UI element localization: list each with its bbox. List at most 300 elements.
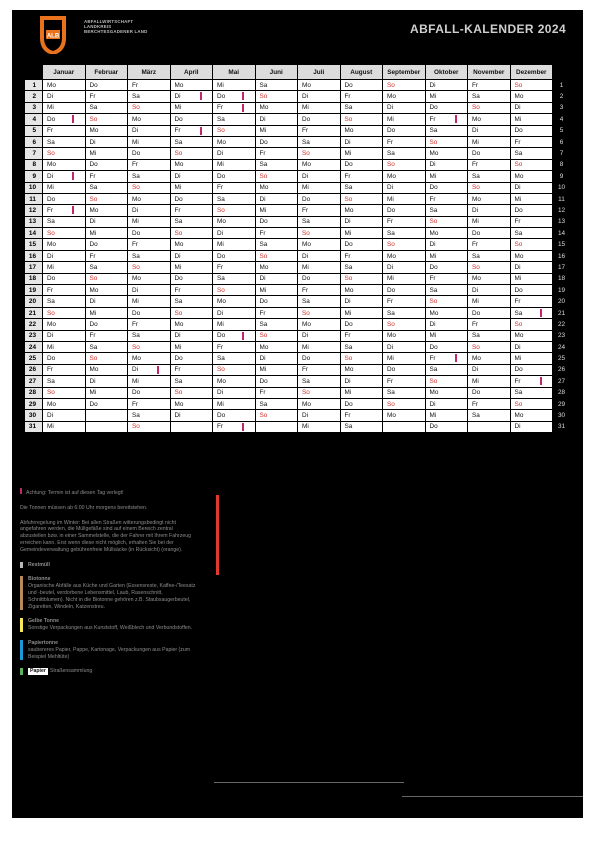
weekday-label: Di bbox=[344, 218, 351, 226]
calendar-day-cell bbox=[383, 353, 426, 364]
calendar-day-cell bbox=[425, 307, 468, 318]
weekday-label: Fr bbox=[174, 206, 181, 214]
calendar-day-cell bbox=[298, 159, 341, 170]
day-number: 8 bbox=[553, 159, 571, 170]
restmuell-swatch bbox=[20, 562, 23, 569]
calendar-day-cell bbox=[425, 216, 468, 227]
weekday-label: Mo bbox=[344, 127, 354, 135]
calendar-day-cell bbox=[510, 102, 553, 113]
weekday-label: Mi bbox=[302, 343, 309, 351]
calendar-day-cell bbox=[340, 341, 383, 352]
calendar-day-cell bbox=[468, 102, 511, 113]
weekday-label: So bbox=[174, 150, 183, 158]
calendar-day-cell bbox=[425, 376, 468, 387]
calendar-row bbox=[25, 341, 571, 352]
weekday-label: So bbox=[132, 263, 140, 271]
calendar-day-cell bbox=[128, 330, 171, 341]
calendar-day-cell bbox=[85, 193, 128, 204]
calendar-day-cell bbox=[170, 398, 213, 409]
weekday-label: Sa bbox=[302, 218, 310, 226]
calendar-day-cell bbox=[383, 125, 426, 136]
weekday-label: Di bbox=[132, 127, 139, 135]
calendar-day-cell bbox=[255, 91, 298, 102]
weekday-label: Mo bbox=[47, 400, 56, 408]
weekday-label: Do bbox=[89, 81, 98, 89]
weekday-label: Di bbox=[47, 332, 54, 340]
calendar-day-cell bbox=[255, 296, 298, 307]
weekday-label: So bbox=[47, 309, 55, 317]
calendar-day-cell bbox=[298, 80, 341, 91]
calendar-day-cell bbox=[170, 353, 213, 364]
calendar-day-cell bbox=[340, 250, 383, 261]
weekday-label: Fr bbox=[217, 104, 224, 112]
weekday-label: Sa bbox=[514, 150, 523, 158]
day-number: 2 bbox=[25, 91, 43, 102]
weekday-label: So bbox=[132, 184, 140, 192]
weekday-label: Mi bbox=[387, 355, 394, 363]
day-number: 30 bbox=[25, 410, 43, 421]
logo-text: ALB bbox=[46, 33, 60, 40]
calendar-day-cell bbox=[255, 125, 298, 136]
weekday-label: Fr bbox=[302, 127, 309, 135]
weekday-label: So bbox=[472, 263, 480, 271]
weekday-label: Mo bbox=[344, 366, 354, 374]
calendar-day-cell bbox=[43, 182, 86, 193]
calendar-day-cell bbox=[43, 364, 86, 375]
calendar-day-cell bbox=[383, 319, 426, 330]
calendar-day-cell bbox=[85, 341, 128, 352]
weekday-label: Sa bbox=[132, 93, 140, 101]
calendar-day-cell bbox=[255, 80, 298, 91]
weekday-label: So bbox=[47, 389, 55, 397]
calendar-day-cell bbox=[383, 262, 426, 273]
calendar-day-cell bbox=[128, 159, 171, 170]
calendar-day-cell bbox=[128, 376, 171, 387]
weekday-label: So bbox=[514, 161, 523, 169]
calendar-day-cell bbox=[340, 330, 383, 341]
gelbe-tonne-title: Gelbe Tonne bbox=[28, 618, 60, 625]
calendar-day-cell bbox=[468, 159, 511, 170]
weekday-label: Sa bbox=[387, 150, 395, 158]
weekday-label: So bbox=[174, 309, 183, 317]
weekday-label: Mi bbox=[174, 184, 182, 192]
weekday-label: Fr bbox=[387, 138, 394, 146]
weekday-label: So bbox=[387, 161, 395, 169]
day-number: 15 bbox=[553, 239, 571, 250]
weekday-label: Di bbox=[174, 412, 181, 420]
calendar-day-cell bbox=[468, 330, 511, 341]
calendar-day-cell bbox=[128, 387, 171, 398]
weekday-label: Fr bbox=[47, 206, 54, 214]
calendar-row bbox=[25, 136, 571, 147]
calendar-day-cell bbox=[298, 205, 341, 216]
weekday-label: Do bbox=[217, 412, 226, 420]
weekday-label: Mo bbox=[429, 150, 439, 158]
weekday-label: Do bbox=[472, 309, 481, 317]
calendar-day-cell bbox=[383, 80, 426, 91]
calendar-day-cell bbox=[170, 159, 213, 170]
weekday-label: Mi bbox=[344, 150, 352, 158]
weekday-label: Do bbox=[514, 127, 523, 135]
calendar-day-cell bbox=[128, 182, 171, 193]
weekday-label: So bbox=[387, 81, 395, 89]
calendar-day-cell bbox=[85, 285, 128, 296]
calendar-day-cell bbox=[213, 114, 256, 125]
calendar-day-cell bbox=[298, 136, 341, 147]
weekday-label: Mi bbox=[472, 377, 479, 385]
weekday-label: Mi bbox=[429, 93, 437, 101]
weekday-label: Di bbox=[174, 93, 181, 101]
calendar-day-cell bbox=[383, 114, 426, 125]
weekday-label: Sa bbox=[514, 229, 523, 237]
weekday-label: Di bbox=[132, 286, 139, 294]
calendar-day-cell bbox=[468, 125, 511, 136]
weekday-label: Fr bbox=[429, 115, 436, 123]
calendar-day-cell bbox=[340, 159, 383, 170]
calendar-day-cell bbox=[425, 330, 468, 341]
calendar-day-cell bbox=[340, 182, 383, 193]
calendar-day-cell bbox=[43, 296, 86, 307]
calendar-day-cell bbox=[170, 273, 213, 284]
calendar-day-cell bbox=[510, 285, 553, 296]
day-number: 14 bbox=[553, 228, 571, 239]
weekday-label: Di bbox=[47, 252, 54, 260]
weekday-label: Sa bbox=[89, 184, 98, 192]
weekday-label: Sa bbox=[472, 93, 480, 101]
calendar-day-cell bbox=[85, 205, 128, 216]
calendar-day-cell bbox=[468, 364, 511, 375]
calendar-day-cell bbox=[340, 148, 383, 159]
calendar-day-cell bbox=[43, 262, 86, 273]
weekday-label: Mi bbox=[217, 81, 224, 89]
calendar-day-cell bbox=[213, 159, 256, 170]
weekday-label: Di bbox=[302, 332, 309, 340]
calendar-row bbox=[25, 216, 571, 227]
weekday-label: Mo bbox=[344, 286, 354, 294]
alb-logo-icon bbox=[40, 16, 66, 54]
calendar-day-cell bbox=[298, 421, 341, 432]
weekday-label: Fr bbox=[472, 241, 479, 249]
calendar-day-cell bbox=[425, 159, 468, 170]
calendar-day-cell bbox=[128, 421, 171, 432]
calendar-day-cell bbox=[43, 376, 86, 387]
date-changed-marker-icon bbox=[540, 309, 542, 317]
calendar-day-cell bbox=[170, 102, 213, 113]
weekday-label: Sa bbox=[132, 412, 140, 420]
papiertonne-title: Papiertonne bbox=[28, 639, 58, 646]
calendar-row bbox=[25, 239, 571, 250]
weekday-label: Mo bbox=[344, 206, 354, 214]
weekday-label: Fr bbox=[344, 172, 351, 180]
day-number: 19 bbox=[25, 285, 43, 296]
calendar-day-cell bbox=[383, 216, 426, 227]
weekday-label: Di bbox=[174, 332, 181, 340]
calendar-day-cell bbox=[255, 114, 298, 125]
weekday-label: Di bbox=[514, 423, 521, 431]
calendar-row bbox=[25, 182, 571, 193]
calendar-day-cell bbox=[298, 319, 341, 330]
weekday-label: Fr bbox=[344, 252, 351, 260]
calendar-day-cell bbox=[255, 228, 298, 239]
weekday-label: Do bbox=[89, 320, 98, 328]
weekday-label: So bbox=[429, 377, 438, 385]
calendar-day-cell bbox=[425, 91, 468, 102]
calendar-day-cell bbox=[510, 250, 553, 261]
weekday-label: Sa bbox=[47, 218, 55, 226]
calendar-day-cell bbox=[170, 91, 213, 102]
calendar-day-cell bbox=[510, 193, 553, 204]
header-corner bbox=[553, 65, 571, 80]
date-changed-marker-icon bbox=[455, 354, 457, 362]
calendar-day-cell bbox=[340, 80, 383, 91]
calendar-day-cell bbox=[128, 410, 171, 421]
day-number: 8 bbox=[25, 159, 43, 170]
weekday-label: Sa bbox=[429, 286, 438, 294]
weekday-label: Fr bbox=[89, 172, 96, 180]
weekday-label: Sa bbox=[514, 309, 523, 317]
weekday-label: Mi bbox=[132, 218, 139, 226]
calendar-day-cell bbox=[425, 341, 468, 352]
weekday-label: Fr bbox=[47, 127, 54, 135]
weekday-label: Di bbox=[472, 127, 479, 135]
date-changed-marker-icon bbox=[200, 127, 202, 135]
day-number: 31 bbox=[25, 421, 43, 432]
calendar-row bbox=[25, 285, 571, 296]
weekday-label: Mi bbox=[174, 104, 182, 112]
weekday-label: Do bbox=[302, 195, 311, 203]
calendar-day-cell bbox=[383, 91, 426, 102]
restmuell-title: Restmüll bbox=[28, 561, 50, 568]
calendar-day-cell bbox=[128, 102, 171, 113]
weekday-label: Fr bbox=[174, 127, 181, 135]
weekday-label: Mo bbox=[132, 195, 141, 203]
strassensammlung-text: Straßensammlung bbox=[49, 668, 93, 675]
weekday-label: Do bbox=[472, 150, 481, 158]
weekday-label: Fr bbox=[472, 320, 479, 328]
legend-marker-note bbox=[20, 488, 200, 497]
calendar-day-cell bbox=[170, 193, 213, 204]
weekday-label: Di bbox=[429, 320, 436, 328]
calendar-day-cell bbox=[340, 91, 383, 102]
calendar-row bbox=[25, 159, 571, 170]
weekday-label: Di bbox=[344, 298, 351, 306]
weekday-label: So bbox=[429, 218, 438, 226]
calendar-day-cell bbox=[510, 136, 553, 147]
calendar-day-cell bbox=[340, 228, 383, 239]
day-number: 13 bbox=[553, 216, 571, 227]
day-number: 30 bbox=[553, 410, 571, 421]
calendar-day-cell bbox=[298, 239, 341, 250]
calendar-row bbox=[25, 102, 571, 113]
calendar-day-cell bbox=[383, 296, 426, 307]
biotonne-text: Organische Abfälle aus Küche und Garten (Essensreste, Kaffee-/Teesatz und -beutel, verdorbene Lebensmittel, Laub, Rasenschnitt, Schnittblumen). Nicht in die Biotonne gehören z.B. Staubsaugerbeutel, Zigaretten, Windeln, Katzenstreu. bbox=[28, 583, 196, 610]
weekday-label: Sa bbox=[429, 127, 438, 135]
calendar-day-cell bbox=[510, 182, 553, 193]
calendar-day-cell bbox=[255, 398, 298, 409]
weekday-label: Do bbox=[387, 206, 396, 214]
gelbe-tonne-swatch bbox=[20, 618, 23, 632]
calendar-row bbox=[25, 228, 571, 239]
calendar-day-cell bbox=[43, 216, 86, 227]
calendar-day-cell bbox=[213, 182, 256, 193]
weekday-label: Sa bbox=[174, 138, 183, 146]
weekday-label: Mo bbox=[132, 355, 141, 363]
weekday-label: Sa bbox=[132, 172, 140, 180]
calendar-day-cell bbox=[510, 364, 553, 375]
weekday-label: Sa bbox=[302, 377, 310, 385]
weekday-label: Mi bbox=[387, 195, 394, 203]
weekday-label: Sa bbox=[217, 115, 225, 123]
calendar-day-cell bbox=[128, 148, 171, 159]
legend bbox=[20, 488, 200, 683]
biotonne-swatch bbox=[20, 576, 23, 610]
calendar-day-cell bbox=[85, 159, 128, 170]
weekday-label: Di bbox=[259, 275, 266, 283]
weekday-label: Di bbox=[302, 252, 309, 260]
weekday-label: Do bbox=[47, 195, 56, 203]
calendar-day-cell bbox=[213, 364, 256, 375]
weekday-label: Sa bbox=[259, 400, 268, 408]
calendar-day-cell bbox=[128, 364, 171, 375]
calendar-day-cell bbox=[43, 228, 86, 239]
papier-chip: Papier bbox=[30, 668, 46, 675]
calendar-row bbox=[25, 421, 571, 432]
weekday-label: Sa bbox=[344, 343, 353, 351]
calendar-day-cell bbox=[170, 136, 213, 147]
weekday-label: So bbox=[344, 275, 353, 283]
calendar-day-cell bbox=[213, 353, 256, 364]
calendar-row bbox=[25, 398, 571, 409]
calendar-day-cell bbox=[298, 330, 341, 341]
weekday-label: Mo bbox=[47, 241, 56, 249]
calendar-day-cell bbox=[298, 273, 341, 284]
weekday-label: Sa bbox=[259, 320, 268, 328]
weekday-label: Do bbox=[514, 206, 523, 214]
weekday-label: Sa bbox=[472, 252, 480, 260]
calendar-day-cell bbox=[425, 193, 468, 204]
calendar-day-cell bbox=[128, 285, 171, 296]
day-number: 22 bbox=[25, 319, 43, 330]
calendar-day-cell bbox=[383, 410, 426, 421]
calendar-day-cell bbox=[298, 250, 341, 261]
calendar-day-cell bbox=[425, 205, 468, 216]
weekday-label: Do bbox=[429, 104, 438, 112]
weekday-label: Mi bbox=[302, 184, 309, 192]
weekday-label: Do bbox=[217, 332, 226, 340]
calendar-day-cell bbox=[85, 410, 128, 421]
calendar-day-cell bbox=[468, 91, 511, 102]
calendar-day-cell bbox=[383, 273, 426, 284]
calendar-day-cell bbox=[170, 171, 213, 182]
weekday-label: Mo bbox=[387, 93, 396, 101]
calendar-day-cell bbox=[510, 273, 553, 284]
weekday-label: Sa bbox=[47, 377, 55, 385]
weekday-label: Mi bbox=[217, 320, 224, 328]
calendar-day-cell bbox=[298, 398, 341, 409]
calendar-day-cell bbox=[340, 102, 383, 113]
weekday-label: Di bbox=[89, 138, 96, 146]
calendar-day-cell bbox=[510, 353, 553, 364]
weekday-label: Mo bbox=[387, 412, 396, 420]
calendar-day-cell bbox=[255, 250, 298, 261]
weekday-label: Do bbox=[259, 218, 268, 226]
calendar-day-cell bbox=[468, 171, 511, 182]
weekday-label: Di bbox=[217, 229, 224, 237]
calendar-day-cell bbox=[468, 262, 511, 273]
weekday-label: Mo bbox=[259, 104, 269, 112]
weekday-label: Fr bbox=[47, 366, 54, 374]
calendar-day-cell bbox=[170, 421, 213, 432]
weekday-label: Sa bbox=[217, 275, 225, 283]
calendar-day-cell bbox=[510, 205, 553, 216]
calendar-row bbox=[25, 319, 571, 330]
day-number: 26 bbox=[25, 364, 43, 375]
weekday-label: So bbox=[217, 286, 225, 294]
calendar-day-cell bbox=[255, 376, 298, 387]
calendar-day-cell bbox=[43, 307, 86, 318]
biotonne-title: Biotonne bbox=[28, 576, 51, 583]
calendar-day-cell bbox=[255, 421, 298, 432]
calendar-day-cell bbox=[170, 319, 213, 330]
calendar-day-cell bbox=[170, 285, 213, 296]
day-number: 29 bbox=[25, 398, 43, 409]
day-number: 11 bbox=[25, 193, 43, 204]
calendar-day-cell bbox=[383, 307, 426, 318]
day-number: 7 bbox=[25, 148, 43, 159]
weekday-label: Fr bbox=[217, 423, 224, 431]
day-number: 23 bbox=[553, 330, 571, 341]
calendar-day-cell bbox=[128, 341, 171, 352]
calendar-day-cell bbox=[340, 364, 383, 375]
weekday-label: Mo bbox=[217, 218, 226, 226]
weekday-label: Di bbox=[472, 286, 479, 294]
day-number: 9 bbox=[553, 171, 571, 182]
calendar-day-cell bbox=[510, 114, 553, 125]
calendar-day-cell bbox=[340, 216, 383, 227]
calendar-day-cell bbox=[213, 330, 256, 341]
calendar-day-cell bbox=[510, 216, 553, 227]
weekday-label: Fr bbox=[89, 332, 96, 340]
calendar-day-cell bbox=[298, 262, 341, 273]
calendar-day-cell bbox=[468, 387, 511, 398]
calendar-day-cell bbox=[468, 193, 511, 204]
calendar-day-cell bbox=[128, 136, 171, 147]
weekday-label: Di bbox=[344, 377, 351, 385]
weekday-label: Di bbox=[89, 377, 96, 385]
weekday-label: Mo bbox=[429, 309, 439, 317]
calendar-day-cell bbox=[298, 114, 341, 125]
calendar-day-cell bbox=[468, 421, 511, 432]
weekday-label: Mo bbox=[259, 343, 269, 351]
weekday-label: Fr bbox=[132, 241, 139, 249]
weekday-label: Di bbox=[302, 412, 309, 420]
weekday-label: Mo bbox=[514, 93, 524, 101]
weekday-label: Di bbox=[514, 104, 521, 112]
weekday-label: Fr bbox=[429, 275, 436, 283]
weekday-label: So bbox=[132, 104, 140, 112]
weekday-label: Mo bbox=[302, 161, 311, 169]
calendar-day-cell bbox=[213, 262, 256, 273]
weekday-label: Mo bbox=[89, 127, 99, 135]
weekday-label: Do bbox=[344, 241, 353, 249]
calendar-day-cell bbox=[340, 296, 383, 307]
calendar-day-cell bbox=[85, 182, 128, 193]
calendar-day-cell bbox=[425, 171, 468, 182]
calendar-day-cell bbox=[383, 250, 426, 261]
calendar-day-cell bbox=[85, 114, 128, 125]
weekday-label: Di bbox=[429, 241, 436, 249]
day-number: 7 bbox=[553, 148, 571, 159]
